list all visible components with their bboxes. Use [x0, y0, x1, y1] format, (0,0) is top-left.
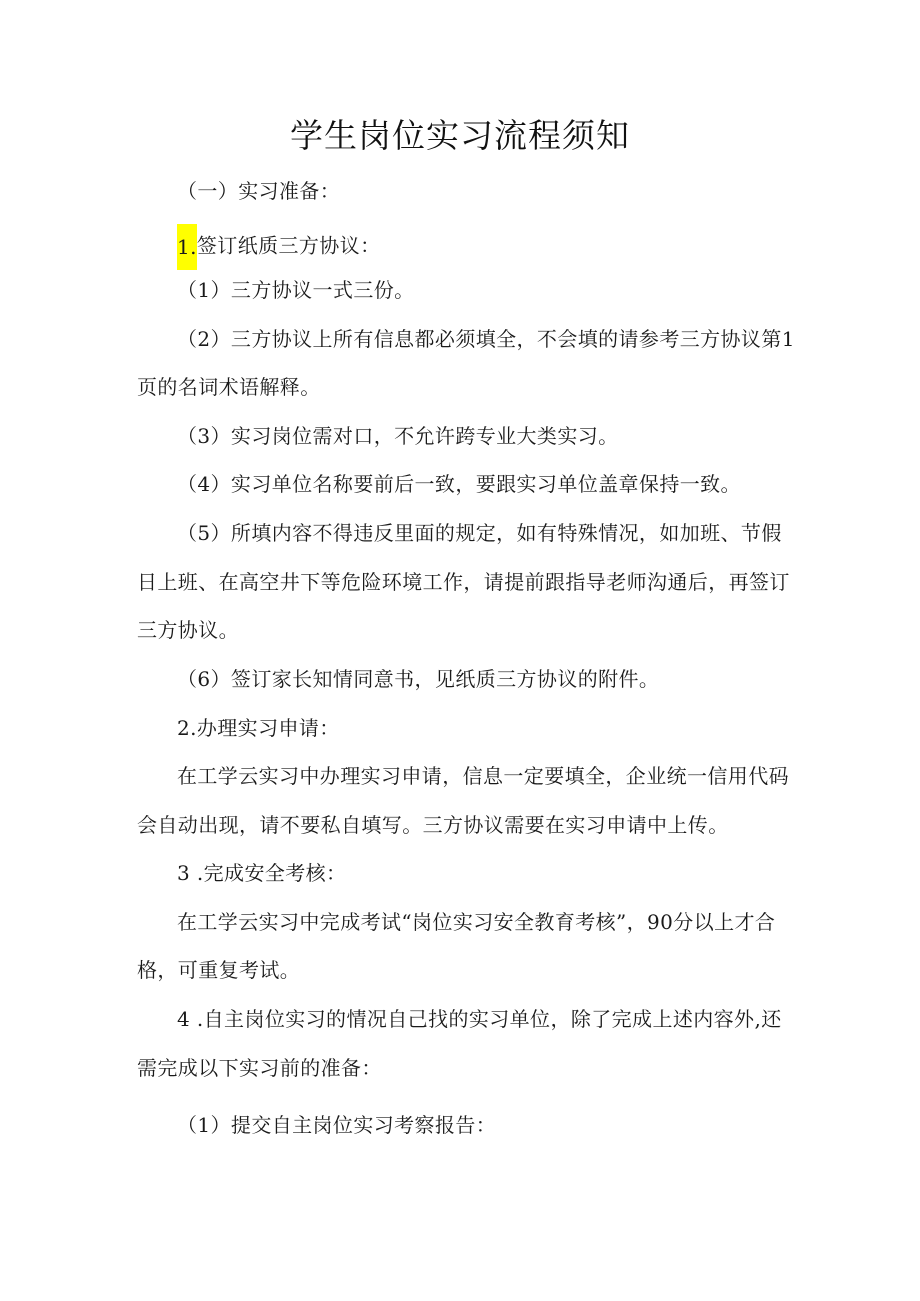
item-2-heading: 2.办理实习申请： — [177, 716, 340, 740]
paragraph-line: （6）签订家长知情同意书，见纸质三方协议的附件。 — [177, 667, 660, 691]
item-4-heading: 4 .自主岗位实习的情况自己找的实习单位，除了完成上述内容外,还 — [177, 1007, 782, 1031]
paragraph-line: 需完成以下实习前的准备： — [137, 1056, 382, 1080]
paragraph-line: 日上班、在高空井下等危险环境工作，请提前跟指导老师沟通后，再签订 — [137, 570, 790, 594]
paragraph-line: （2）三方协议上所有信息都必须填全，不会填的请参考三方协议第1 — [177, 327, 795, 351]
paragraph-line: （4）实习单位名称要前后一致，要跟实习单位盖章保持一致。 — [177, 472, 741, 496]
paragraph-line: 会自动出现，请不要私自填写。三方协议需要在实习申请中上传。 — [137, 813, 729, 837]
paragraph-line: 格，可重复考试。 — [137, 958, 301, 982]
paragraph-line: （1）三方协议一式三份。 — [177, 278, 415, 302]
page-title: 学生岗位实习流程须知 — [290, 116, 630, 155]
section-heading-preparation: （一）实习准备： — [177, 179, 341, 203]
item-number-highlight: 1. — [177, 224, 197, 270]
item-3-heading: 3 .完成安全考核： — [177, 861, 347, 885]
paragraph-line: （1）提交自主岗位实习考察报告： — [177, 1113, 497, 1137]
paragraph-line: 页的名词术语解释。 — [137, 375, 321, 399]
paragraph-line: （3）实习岗位需对口，不允许跨专业大类实习。 — [177, 424, 619, 448]
paragraph-line: 在工学云实习中办理实习申请，信息一定要填全，企业统一信用代码 — [177, 764, 789, 788]
item-1-label: 签订纸质三方协议： — [196, 233, 381, 258]
paragraph-line: 三方协议。 — [137, 618, 239, 642]
paragraph-line: 在工学云实习中完成考试“岗位实习安全教育考核”，90分以上才合 — [177, 910, 776, 934]
item-1-heading — [177, 224, 381, 270]
paragraph-line: （5）所填内容不得违反里面的规定，如有特殊情况，如加班、节假 — [177, 521, 782, 545]
